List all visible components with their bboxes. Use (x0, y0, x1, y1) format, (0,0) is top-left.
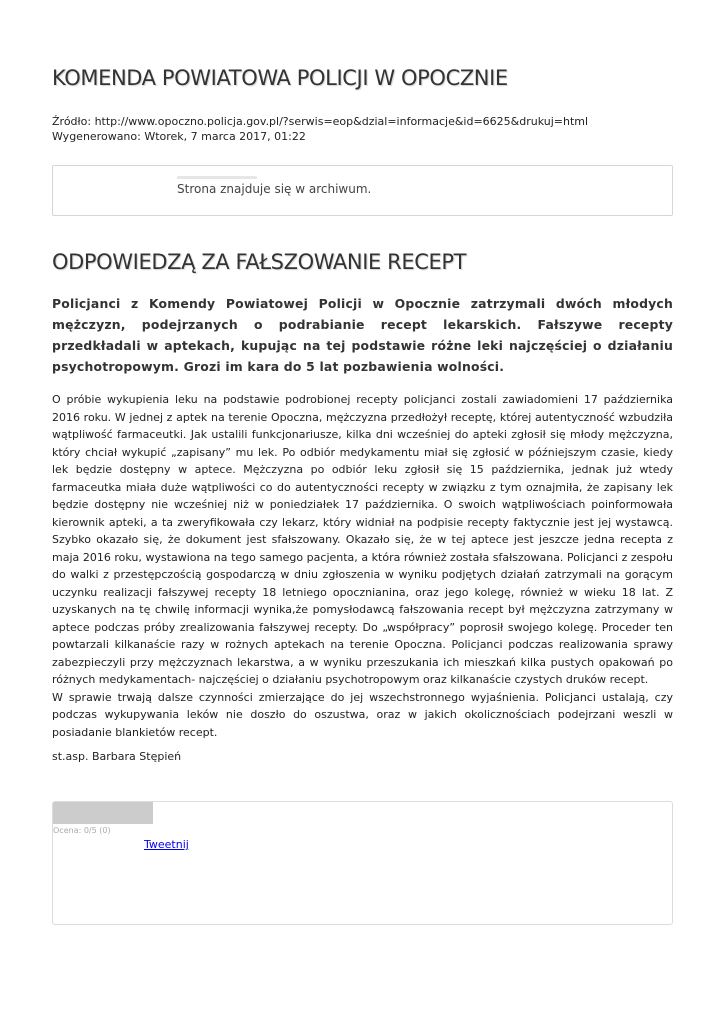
site-title: KOMENDA POWIATOWA POLICJI W OPOCZNIE (52, 66, 508, 90)
rating-share-box (52, 801, 673, 925)
source-url: Źródło: http://www.opoczno.policja.gov.pl/?serwis=eop&dzial=informacje&id=6625&drukuj=html (52, 115, 589, 128)
print-meta (52, 114, 588, 144)
archive-notice: Strona znajduje się w archiwum. (177, 182, 372, 196)
tweet-link[interactable]: Tweetnij (144, 838, 189, 851)
article-body (52, 391, 673, 741)
archive-notice-box (52, 165, 673, 216)
article-paragraph: W sprawie trwają dalsze czynności zmierzające do jej wszechstronnego wyjaśnienia. Policjanci ustalają, czy podczas wykupywania leków nie doszło do oszustwa, oraz w jakich okolicznościach podejrzani weszli w posiadanie blankietów recept. (52, 690, 673, 739)
rating-text: Ocena: 0/5 (0) (53, 826, 111, 835)
generated-date: Wygenerowano: Wtorek, 7 marca 2017, 01:22 (52, 130, 306, 143)
article-paragraph: O próbie wykupienia leku na podstawie podrobionej recepty policjanci zostali zawiadomieni 17 października 2016 roku. W jednej z aptek na terenie Opoczna, mężczyzna przedłożył receptę, której autentyczność wzbudziła wątpliwość farmaceutki. Jak ustalili funkcjonariusze, kilka dni wcześniej do apteki zgłosił się młody mężczyzna, który chciał wykupić „zapisany” mu lek. Po odbiór medykamentu miał się zgłosić w późniejszym czasie, kiedy lek będzie dostępny w aptece. Mężczyzna po odbiór leku zgłosił się 15 października, jednak już wtedy farmaceutka miała duże wątpliwości co do autentyczności recepty w związku z tym oznajmiła, że zapisany lek będzie dostępny nie wcześniej niż w poniedziałek 17 października. O swoich wątpliwościach poinformowała kierownik apteki, a ta zweryfikowała czy lekarz, który widniał na podpisie recepty faktycznie jest jej wystawcą. Szybko okazało się, że dokument jest sfałszowany. Okazało się, że w tej aptece jest jeszcze jedna recepta z maja 2016 roku, wystawiona na tego samego pacjenta, a która również została sfałszowana. Policjanci z zespołu do walki z przestępczością gospodarczą w dniu zgłoszenia w wyniku podjętych działań zatrzymali na gorącym uczynku realizacji fałszywej recepty 18 letniego opocznianina, oraz jego kolegę, również w wieku 18 lat. Z uzyskanych na tę chwilę informacji wynika,że pomysłodawcą fałszowania recept był mężczyzna zatrzymany w aptece podczas próby zrealizowania fałszywej recepty. Do „współpracy” poprosił swojego kolegę. Proceder ten powtarzali kilkanaście razy w rożnych aptekach na terenie Opoczna. Policjanci podczas realizowania sprawy zabezpieczyli przy mężczyznach lekarstwa, a w wyniku przeszukania ich mieszkań kilka pustych opakowań po różnych medykamentach- najczęściej o działaniu psychotropowym oraz kilkanaście czystych druków recept. (52, 393, 673, 686)
article-lead: Policjanci z Komendy Powiatowej Policji w Opocznie zatrzymali dwóch młodych mężczyzn, podejrzanych o podrabianie recept lekarskich. Fałszywe recepty przedkładali w aptekach, kupując na tej podstawie różne leki najczęściej o działaniu psychotropowym. Grozi im kara do 5 lat pozbawienia wolności. (52, 296, 673, 374)
archive-divider (177, 176, 257, 179)
article-title: ODPOWIEDZĄ ZA FAŁSZOWANIE RECEPT (52, 250, 467, 274)
rating-stars[interactable] (53, 802, 153, 824)
article-signature: st.asp. Barbara Stępień (52, 750, 182, 763)
